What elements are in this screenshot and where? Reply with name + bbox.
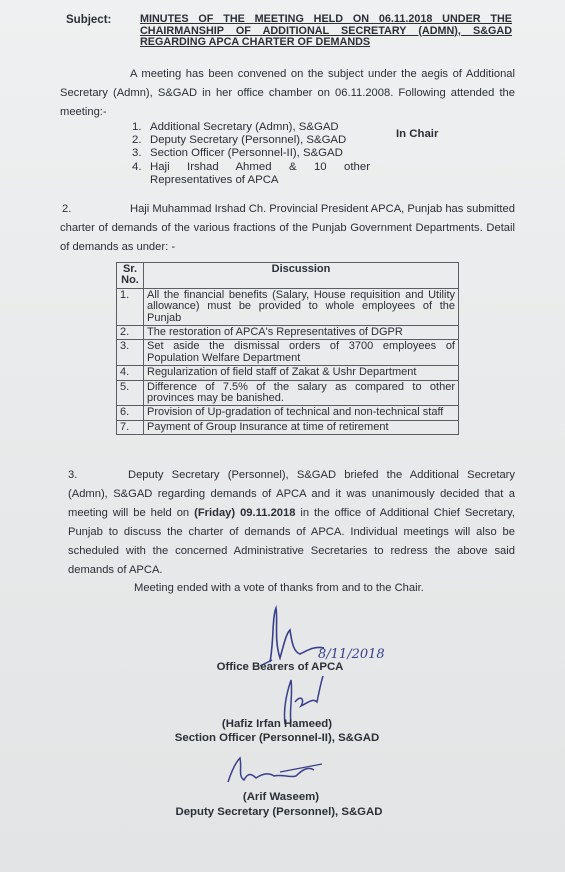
attendee-number: 3. xyxy=(132,147,142,160)
table-row xyxy=(117,380,459,406)
column-header-discussion: Discussion xyxy=(144,263,459,289)
paragraph-3-number: 3. xyxy=(68,469,78,481)
attendee-item xyxy=(132,161,370,187)
paragraph-2: Haji Muhammad Irshad Ch. Provincial President APCA, Punjab has submitted charter of demands of the various fractions of the Punjab Government Departments. Detail of demands as under: - xyxy=(60,203,515,253)
subject-label: Subject: xyxy=(66,14,112,26)
section-officer-title: Section Officer (Personnel-II), S&GAD xyxy=(174,732,380,744)
attendee-number: 1. xyxy=(132,121,142,133)
row-discussion: All the financial benefits (Salary, House requisition and Utility allowance) must be provided to whole employees of the Punjab xyxy=(144,288,459,325)
column-header-sr: Sr. No. xyxy=(117,263,144,289)
paragraph-3 xyxy=(68,466,515,580)
meeting-date: (Friday) 09.11.2018 xyxy=(194,507,296,519)
attendee-item xyxy=(132,147,462,160)
table-row xyxy=(117,340,459,366)
attendee-item xyxy=(132,134,462,147)
row-sr: 1. xyxy=(117,288,144,325)
attendee-item xyxy=(132,121,462,140)
row-discussion: The restoration of APCA's Representatives of DGPR xyxy=(144,326,459,340)
attendee-number: 2. xyxy=(132,134,142,147)
table-header-row xyxy=(117,263,459,289)
row-sr: 4. xyxy=(117,366,144,380)
row-sr: 6. xyxy=(117,406,144,420)
apca-label: Office Bearers of APCA xyxy=(216,661,344,673)
in-chair-label: In Chair xyxy=(396,128,439,140)
row-discussion: Payment of Group Insurance at time of retirement xyxy=(144,420,459,434)
attendee-number: 4. xyxy=(132,160,142,173)
row-discussion: Difference of 7.5% of the salary as compared to other provinces may be banished. xyxy=(144,380,459,406)
attendee-text: Section Officer (Personnel-II), S&GAD xyxy=(150,147,343,160)
deputy-secretary-signature xyxy=(222,752,332,792)
paragraph-3-text-b: in the office of Additional Chief Secretary, Punjab to discuss the charter of demands of APCA. Individual meetings will also be scheduled with the concerned Administrative Secretaries to redress the above said demands of APCA. xyxy=(68,507,515,576)
row-discussion: Provision of Up-gradation of technical and non-technical staff xyxy=(144,406,459,420)
section-officer-name: (Hafiz Irfan Hameed) xyxy=(221,718,333,730)
paragraph-2-number: 2. xyxy=(62,203,72,215)
row-discussion: Set aside the dismissal orders of 3700 employees of Population Welfare Department xyxy=(144,340,459,366)
table-row xyxy=(117,326,459,340)
row-sr: 3. xyxy=(117,340,144,366)
handwritten-date: 8/11/2018 xyxy=(318,647,385,662)
deputy-secretary-name: (Arif Waseem) xyxy=(242,791,320,803)
attendee-text: Haji Irshad Ahmed & 10 other Representatives of APCA xyxy=(150,160,370,186)
deputy-secretary-title: Deputy Secretary (Personnel), S&GAD xyxy=(175,806,383,818)
table-row xyxy=(117,406,459,420)
attendee-text: Deputy Secretary (Personnel), S&GAD xyxy=(150,134,347,147)
row-sr: 2. xyxy=(117,326,144,340)
attendee-list xyxy=(132,121,462,187)
row-sr: 5. xyxy=(117,380,144,406)
subject-text: MINUTES OF THE MEETING HELD ON 06.11.2018 UNDER THE CHAIRMANSHIP OF ADDITIONAL SECRETARY (ADMN), S&GAD REGARDING APCA CHARTER OF DEMANDS xyxy=(140,13,512,48)
row-discussion: Regularization of field staff of Zakat & Ushr Department xyxy=(144,366,459,380)
intro-paragraph: A meeting has been convened on the subject under the aegis of Additional Secretary (Admn), S&GAD in her office chamber on 06.11.2008. Following attended the meeting:- xyxy=(60,68,515,118)
row-sr: 7. xyxy=(117,420,144,434)
paragraph-3-text-a: Deputy Secretary (Personnel), S&GAD briefed the Additional Secretary (Admn), S&GAD regarding demands of APCA and it was unanimously decided that a meeting will be held on xyxy=(68,469,515,519)
closing-line: Meeting ended with a vote of thanks from and to the Chair. xyxy=(134,582,424,594)
attendee-text: Additional Secretary (Admn), S&GAD xyxy=(150,121,339,133)
table-row xyxy=(117,420,459,434)
table-row xyxy=(117,366,459,380)
table-row xyxy=(117,288,459,325)
demands-table xyxy=(116,262,459,435)
